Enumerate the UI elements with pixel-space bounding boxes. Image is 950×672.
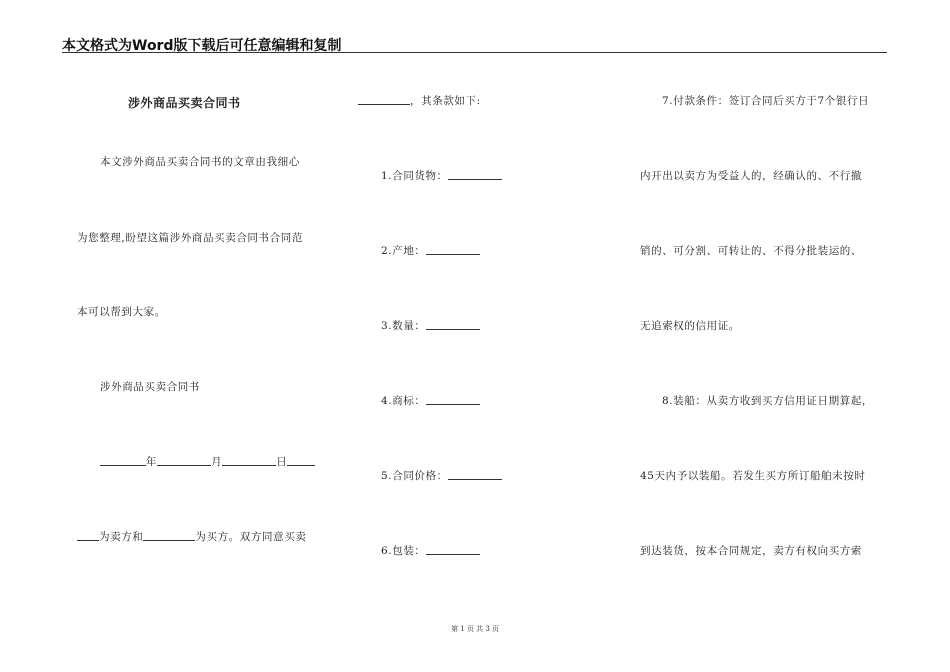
item-quantity	[381, 318, 480, 333]
buyer-blank[interactable]	[143, 530, 195, 541]
header-divider	[62, 52, 887, 53]
terms-intro-line	[358, 93, 481, 108]
item-packing-label: 6.包装：	[381, 545, 426, 557]
month-blank[interactable]	[157, 455, 211, 466]
item-price-label: 5.合同价格：	[381, 470, 448, 482]
payment-terms-line-2: 内开出以卖方为受益人的，经确认的、不行撤	[640, 170, 862, 182]
item-origin	[381, 243, 480, 258]
page-indicator: 第 1 页 共 3 页	[450, 625, 500, 633]
document-header: 本文格式为Word版下载后可任意编辑和复制	[62, 38, 342, 54]
date-line	[100, 454, 315, 469]
shipment-line-1: 8.装船：从卖方收到买方信用证日期算起，	[662, 395, 874, 407]
intro-line-1: 本文涉外商品买卖合同书的文章由我细心	[100, 156, 300, 168]
day-trailing-blank[interactable]	[287, 455, 315, 466]
terms-intro: ，其条款如下:	[410, 95, 481, 107]
item-packing	[381, 543, 480, 558]
payment-terms-line-3: 销的、可分割、可转让的、不得分批装运的、	[640, 245, 862, 257]
item-origin-label: 2.产地：	[381, 245, 426, 257]
quantity-blank[interactable]	[426, 319, 480, 330]
price-blank[interactable]	[448, 469, 502, 480]
contract-goods-blank[interactable]	[448, 169, 502, 180]
payment-terms-line-4: 无追索权的信用证。	[640, 320, 740, 332]
packing-blank[interactable]	[426, 544, 480, 555]
intro-line-3: 本可以帮到大家。	[77, 306, 166, 318]
day-blank[interactable]	[222, 455, 276, 466]
item-price	[381, 468, 502, 483]
year-label: 年	[146, 456, 158, 468]
month-label: 月	[211, 456, 223, 468]
seller-blank[interactable]	[77, 530, 99, 541]
item-contract-goods-label: 1.合同货物：	[381, 170, 448, 182]
day-label: 日	[276, 456, 288, 468]
contract-title: 涉外商品买卖合同书	[128, 96, 241, 110]
item-quantity-label: 3.数量：	[381, 320, 426, 332]
trademark-blank[interactable]	[426, 394, 480, 405]
parties-line	[77, 529, 306, 544]
intro-line-2: 为您整理,盼望这篇涉外商品买卖合同书合同范	[77, 232, 303, 244]
origin-blank[interactable]	[426, 244, 480, 255]
seller-label: 为卖方和	[99, 531, 144, 543]
year-blank[interactable]	[100, 455, 146, 466]
contract-subtitle: 涉外商品买卖合同书	[100, 381, 200, 393]
terms-blank[interactable]	[358, 94, 410, 105]
payment-terms-line-1: 7.付款条件：签订合同后买方于7个银行日	[662, 95, 870, 107]
item-trademark	[381, 393, 480, 408]
shipment-line-3: 到达装货，按本合同规定，卖方有权向买方索	[640, 545, 862, 557]
buyer-label: 为买方。双方同意买卖	[195, 531, 307, 543]
item-trademark-label: 4.商标：	[381, 395, 426, 407]
shipment-line-2: 45天内予以装船。若发生买方所订船舶未按时	[640, 470, 866, 482]
item-contract-goods	[381, 168, 502, 183]
